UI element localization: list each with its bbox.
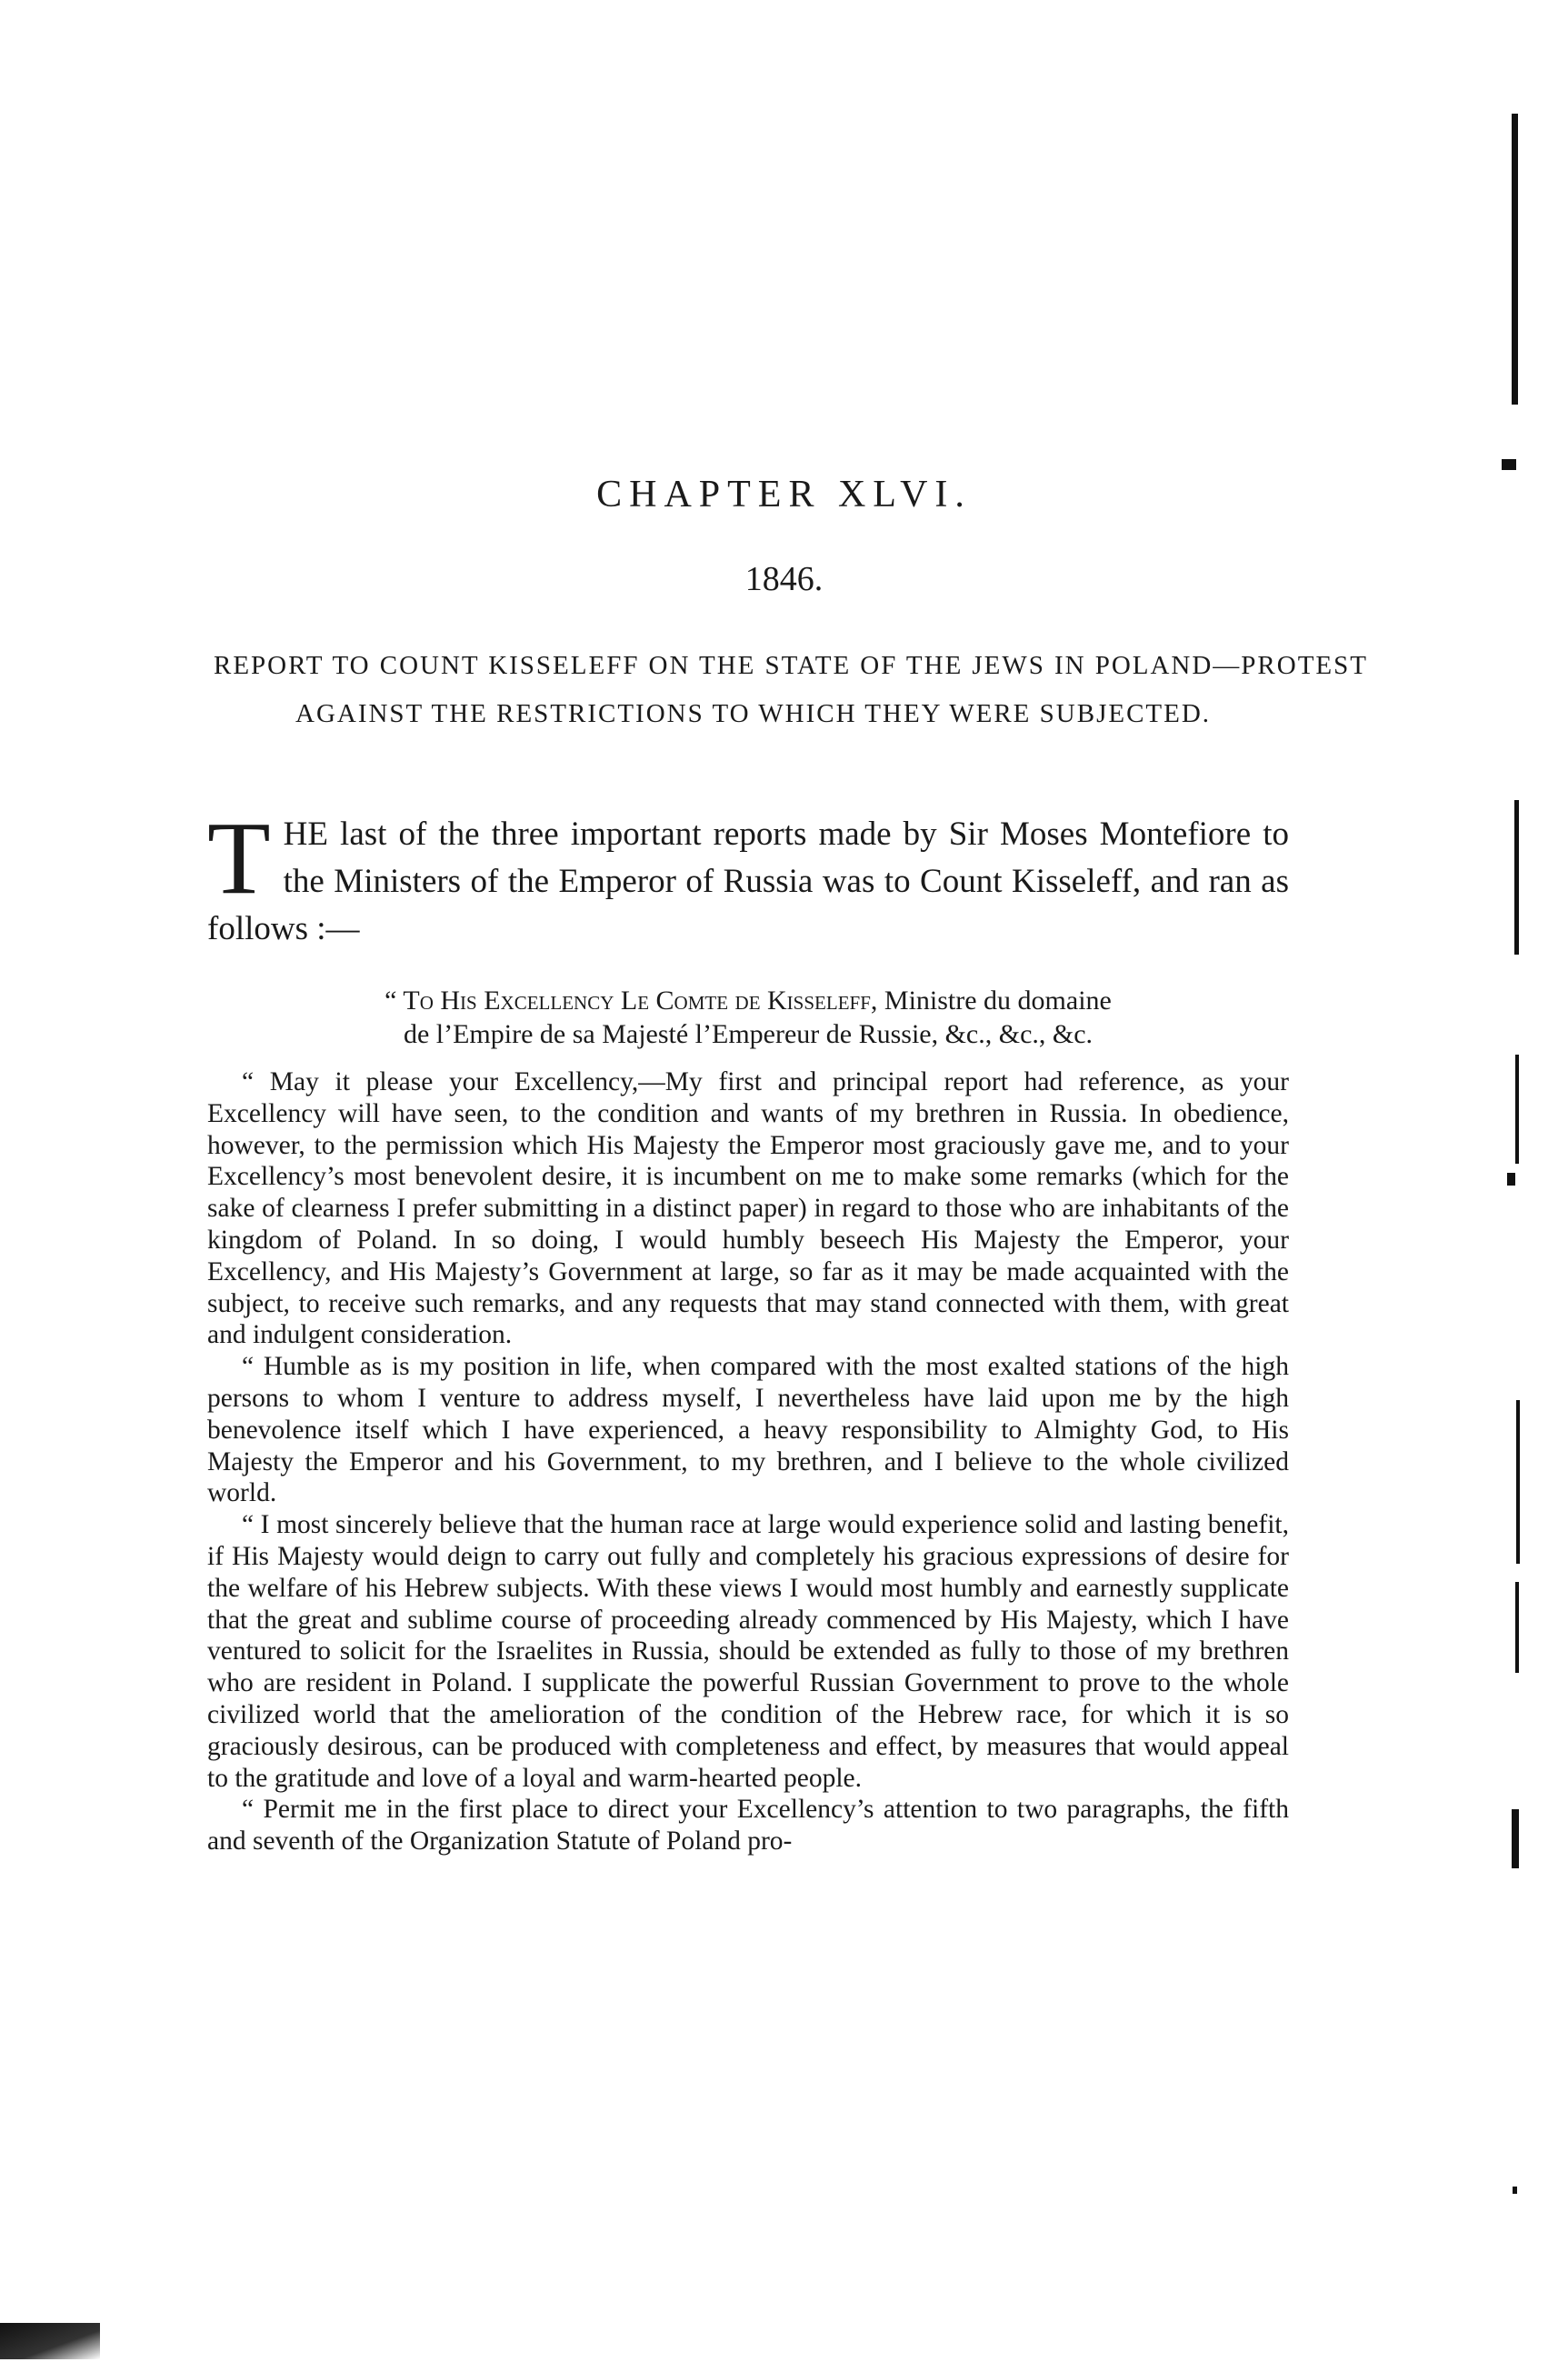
letter-body: [207, 1066, 1289, 1857]
scan-artifact-mark: [1515, 1055, 1519, 1164]
chapter-title: CHAPTER XLVI.: [596, 474, 972, 515]
address-line-1-rest: Ministre du domaine: [877, 986, 1112, 1016]
scan-artifact-mark: [1502, 459, 1516, 470]
scan-artifact-mark: [1513, 2187, 1517, 2194]
drop-cap: T: [207, 800, 271, 916]
chapter-year: 1846.: [744, 560, 824, 598]
scan-artifact-mark: [1514, 800, 1519, 955]
scan-artifact-mark: [0, 2323, 100, 2359]
letter-paragraph: “ Humble as is my position in life, when compared with the most exalted stations of the high persons to whom I venture to address myself, I nevertheless have laid upon me by the high benevolence itself which I have experienced, a heavy responsibility to Almighty God, to His Majesty the Emperor and his Government, to my brethren, and I believe to the whole civilized world.: [207, 1352, 1289, 1508]
letter-paragraph: “ Permit me in the first place to direct your Excellency’s attention to two paragraphs, the fifth and seventh of the Organization Statute of Poland pro-: [207, 1795, 1289, 1857]
letter-paragraph: “ May it please your Excellency,—My first and principal report had reference, as your Excellency will have seen, to the condition and wants of my brethren in Russia. In obedience, however, to the permission which His Majesty the Emperor most graciously gave me, and to your Excellency’s most benevolent desire, it is incumbent on me to make some remarks (which for the sake of clearness I prefer submitting in a distinct paper) in regard to those who are inhabitants of the kingdom of Poland. In so doing, I would humbly beseech His Majesty the Emperor, your Excellency, and His Majesty’s Government at large, so far as it may be made acquainted with the subject, to receive such remarks, and any requests that may stand connected with them, with great and indulgent consideration.: [207, 1067, 1289, 1350]
address-salutation: “ To His Excellency Le Comte de Kisseleff,: [385, 986, 878, 1016]
scan-artifact-mark: [1516, 1400, 1520, 1564]
chapter-summary: REPORT TO COUNT KISSELEFF ON THE STATE OF THE JEWS IN POLAND—PROTEST AGAINST THE RESTRICTIONS TO WHICH THEY WERE SUBJECTED.: [214, 651, 1368, 728]
address-line-2: de l’Empire de sa Majesté l’Empereur de Russie, &c., &c., &c.: [403, 1019, 1094, 1049]
opening-text: HE last of the three important reports made by Sir Moses Montefiore to the Ministers of the Emperor of Russia was to Count Kisseleff, and ran as follows :—: [207, 816, 1289, 947]
address-line-1: [207, 984, 1289, 1017]
scan-artifact-mark: [1507, 1173, 1515, 1186]
opening-paragraph: [207, 800, 1289, 953]
letter-paragraph: “ I most sincerely believe that the human race at large would experience solid and lasting benefit, if His Majesty would deign to carry out fully and completely his gracious expressions of desire for the welfare of his Hebrew subjects. With these views I would most humbly and earnestly supplicate that the great and sublime course of proceeding already commenced by His Majesty, which I have ventured to solicit for the Israelites in Russia, should be extended as fully to those of my brethren who are resident in Poland. I supplicate the powerful Russian Government to prove to the whole civilized world that the amelioration of the condition of the Hebrew race, for which it is so graciously desirous, can be produced with completeness and effect, by measures that would appeal to the gratitude and love of a loyal and warm-hearted people.: [207, 1510, 1289, 1793]
letter-address: [207, 984, 1289, 1051]
scan-artifact-mark: [1515, 1582, 1519, 1673]
scan-artifact-mark: [1512, 114, 1518, 405]
scan-artifact-mark: [1512, 1809, 1519, 1868]
